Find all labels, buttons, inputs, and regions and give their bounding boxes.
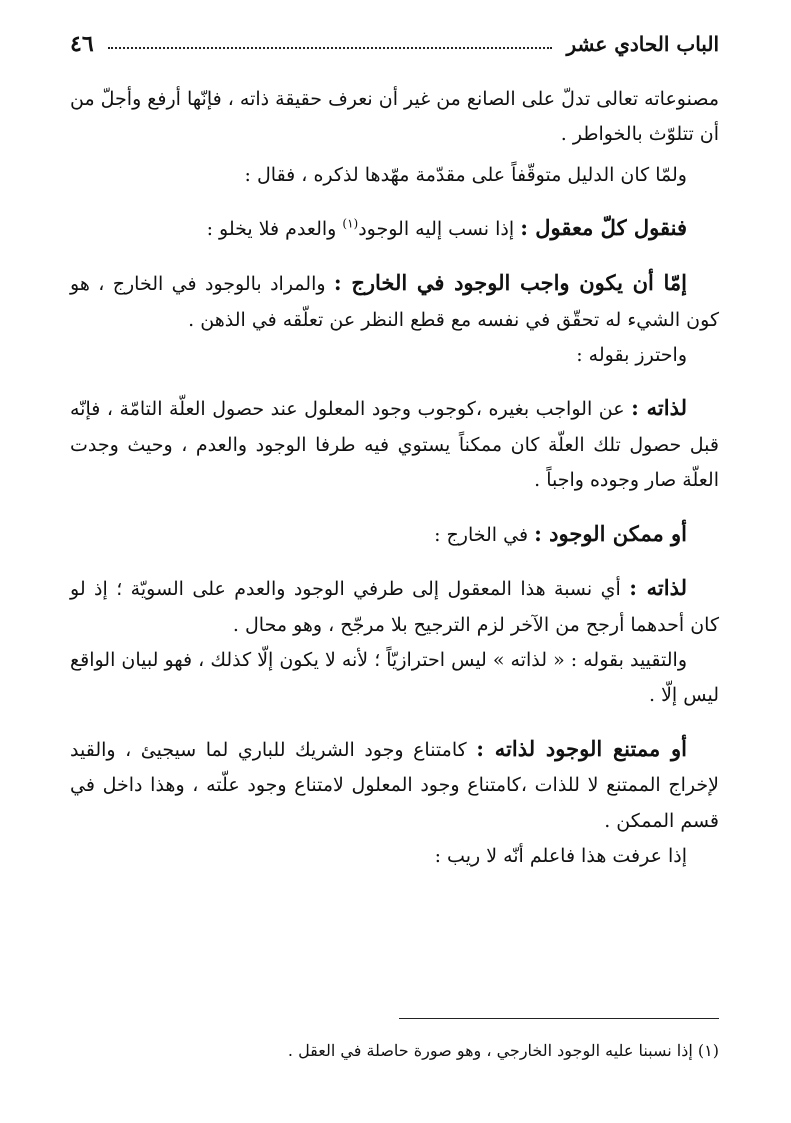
paragraph <box>70 515 719 554</box>
bold-term: لذاته : <box>631 395 687 421</box>
paragraph-text-continued: والعدم فلا يخلو : <box>206 218 343 241</box>
footnote-ref[interactable]: (١) <box>342 217 359 232</box>
header-dotted-leader <box>108 47 553 49</box>
paragraph <box>70 839 719 874</box>
paragraph-text: عن الواجب بغيره ،كوجوب وجود المعلول عند حصول العلّة التامّة ، فإنّه قبل حصول تلك العلّة كان ممكناً يستوي فيه طرفا الوجود والعدم ، وحيث وجدت العلّة صار وجوده واجباً . <box>70 398 719 492</box>
footnote-text: إذا نسبنا عليه الوجود الخارجي ، وهو صورة حاصلة في العقل . <box>287 1041 693 1060</box>
paragraph-text: والتقييد بقوله : « لذاته » ليس احترازيّاً ؛ لأنه لا يكون إلّا كذلك ، فهو لبيان الواقع ليس إلّا . <box>70 649 719 707</box>
paragraph <box>70 264 719 338</box>
page-number: ٤٦ <box>70 31 94 57</box>
paragraph-text: إذا نسب إليه الوجود <box>358 218 515 241</box>
paragraph-text: والمراد بالوجود في الخارج ، هو كون الشيء له تحقّق في نفسه مع قطع النظر عن تعلّقه في الذهن . <box>70 273 719 332</box>
bold-term: إمّا أن يكون واجب الوجود في الخارج : <box>333 270 687 296</box>
page-header <box>70 28 719 60</box>
paragraph <box>70 730 719 839</box>
bold-term: لذاته : <box>629 575 687 601</box>
bold-term: فنقول كلّ معقول : <box>520 215 687 241</box>
book-page <box>70 28 719 1103</box>
footnote <box>70 1038 719 1064</box>
chapter-title: الباب الحادي عشر <box>566 32 719 56</box>
main-text <box>70 82 719 874</box>
paragraph-text: في الخارج : <box>434 523 529 546</box>
paragraph <box>70 569 719 643</box>
paragraph-text: ولمّا كان الدليل متوقّفاً على مقدّمة مهّدها لذكره ، فقال : <box>244 164 687 187</box>
paragraph-text: أي نسبة هذا المعقول إلى طرفي الوجود والعدم على السويّة ؛ إذ لو كان أحدهما أرجح من الآخر لزم الترجيح بلا مرجّح ، وهو محال . <box>70 578 719 637</box>
bold-term: أو ممتنع الوجود لذاته : <box>476 735 687 761</box>
paragraph <box>70 338 719 373</box>
paragraph <box>70 209 719 248</box>
paragraph-text: إذا عرفت هذا فاعلم أنّه لا ريب : <box>434 844 687 867</box>
paragraph <box>70 643 719 713</box>
paragraph-text: واحترز بقوله : <box>576 344 687 367</box>
paragraph-text: مصنوعاته تعالى تدلّ على الصانع من غير أن نعرف حقيقة ذاته ، فإنّها أرفع وأجلّ من أن تتلوّث بالخواطر . <box>69 88 719 146</box>
footnote-separator <box>399 1018 719 1019</box>
bold-term: أو ممكن الوجود : <box>534 520 687 546</box>
paragraph-text: كامتناع وجود الشريك للباري لما سيجيئ ، والقيد لإخراج الممتنع لا للذات ،كامتناع وجود المعلول لامتناع وجود علّته ، وهذا داخل في قسم الممكن . <box>70 738 719 832</box>
paragraph <box>70 158 719 193</box>
paragraph <box>70 82 719 152</box>
paragraph <box>70 389 719 498</box>
footnote-marker: (١) <box>697 1041 719 1060</box>
